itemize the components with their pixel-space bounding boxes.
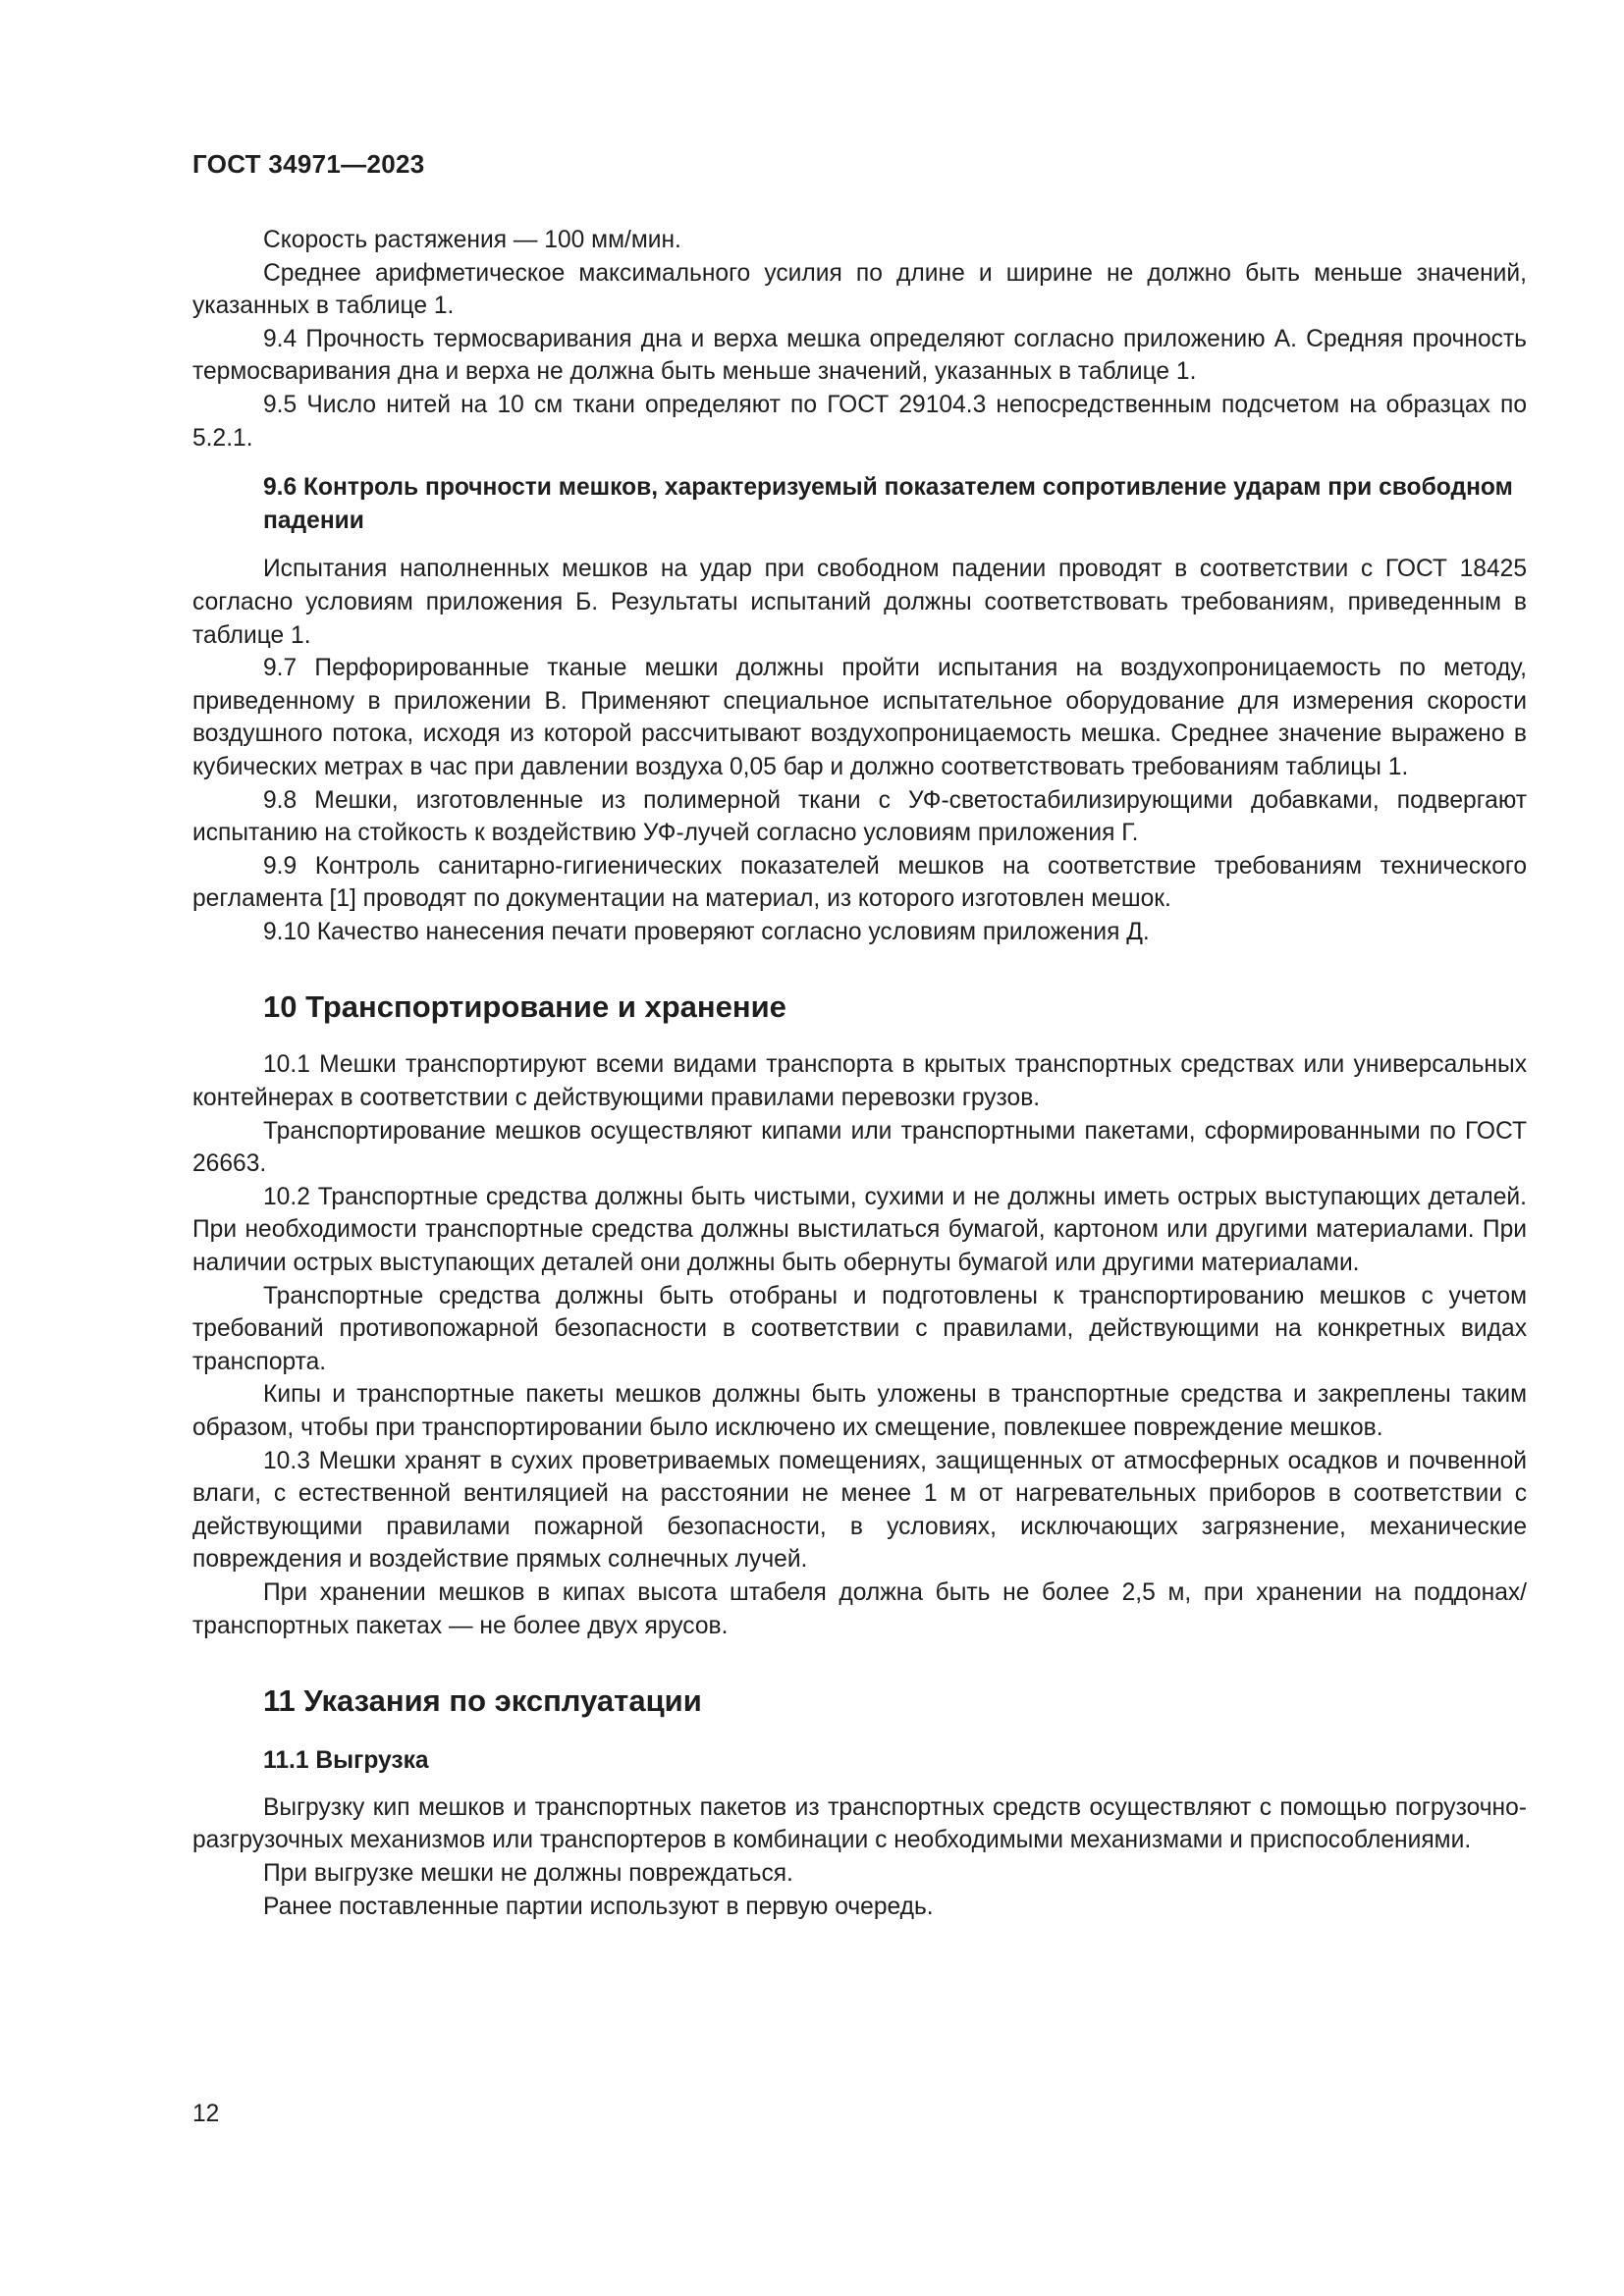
paragraph-10-3: 10.3 Мешки хранят в сухих проветриваемых помещениях, защищенных от атмосферных осадков и почвенной влаги, с естественной вентиляцией на расстоянии не менее 1 м от нагревательных приборов в соответствии с действующими правилами пожарной безопасности, в условиях, исключающих загрязнение, механические повреждения и воздействие прямых солнечных лучей. (192, 1447, 1527, 1574)
paragraph-drop-test: Испытания наполненных мешков на удар при свободном падении проводят в соответствии с ГОСТ 18425 согласно условиям приложения Б. Результаты испытаний должны соответствовать требованиям, приведенным в таблице 1. (192, 556, 1527, 649)
paragraph-fire-safety: Транспортные средства должны быть отобраны и подготовлены к транспортированию мешков с учетом требований противопожарной безопасности в соответствии с правилами, действующими на конкретных видах транспорта. (192, 1282, 1527, 1375)
paragraph-transport-bales: Транспортирование мешков осуществляют кипами или транспортными пакетами, сформированными по ГОСТ 26663. (192, 1117, 1527, 1178)
paragraph-average-force: Среднее арифметическое максимального усилия по длине и ширине не должно быть меньше значений, указанных в таблице 1. (192, 259, 1527, 320)
heading-section-10: 10 Транспортирование и хранение (263, 989, 786, 1025)
heading-11-1: 11.1 Выгрузка (263, 1747, 429, 1775)
paragraph-9-10: 9.10 Качество нанесения печати проверяют согласно условиям приложения Д. (263, 918, 1150, 945)
page-number: 12 (192, 2101, 220, 2127)
paragraph-stack-height: При хранении мешков в кипах высота штабеля должна быть не более 2,5 м, при хранении на поддонах/транспортных пакетах — не более двух ярусов. (192, 1578, 1527, 1639)
paragraph-9-4: 9.4 Прочность термосваривания дна и верха мешка определяют согласно приложению А. Средняя прочность термосваривания дна и верха не должна быть меньше значений, указанных в таблице 1. (192, 325, 1527, 386)
paragraph-unloading: Выгрузку кип мешков и транспортных пакетов из транспортных средств осуществляют с помощью погрузочно-разгрузочных механизмов или транспортеров в комбинации с необходимыми механизмами и приспособлениями. (192, 1793, 1527, 1854)
heading-9-6: 9.6 Контроль прочности мешков, характеризуемый показателем сопротивление ударам при свободном падении (263, 474, 1513, 534)
paragraph-9-5: 9.5 Число нитей на 10 см ткани определяют по ГОСТ 29104.3 непосредственным подсчетом на образцах по 5.2.1. (192, 391, 1527, 452)
paragraph-9-7: 9.7 Перфорированные тканые мешки должны пройти испытания на воздухопроницаемость по методу, приведенному в приложении В. Применяют специальное испытательное оборудование для измерения скорости воздушного потока, исходя из которой рассчитывают воздухопроницаемость мешка. Среднее значение выражено в кубических метрах в час при давлении воздуха 0,05 бар и должно соответствовать требованиям таблицы 1. (192, 655, 1527, 780)
document-code-header: ГОСТ 34971—2023 (192, 149, 425, 179)
paragraph-10-1: 10.1 Мешки транспортируют всеми видами транспорта в крытых транспортных средствах или универсальных контейнерах в соответствии с действующими правилами перевозки грузов. (192, 1051, 1527, 1112)
document-body (192, 224, 1527, 1923)
heading-section-11: 11 Указания по эксплуатации (263, 1683, 702, 1719)
paragraph-no-damage: При выгрузке мешки не должны повреждаться. (263, 1859, 793, 1887)
paragraph-10-2: 10.2 Транспортные средства должны быть чистыми, сухими и не должны иметь острых выступающих деталей. При необходимости транспортные средства должны выстилаться бумагой, картоном или другими материалами. При наличии острых выступающих деталей они должны быть обернуты бумагой или другими материалами. (192, 1183, 1527, 1277)
paragraph-9-9: 9.9 Контроль санитарно-гигиенических показателей мешков на соответствие требованиям технического регламента [1] проводят по документации на материал, из которого изготовлен мешок. (192, 852, 1527, 913)
paragraph-securing: Кипы и транспортные пакеты мешков должны быть уложены в транспортные средства и закреплены таким образом, чтобы при транспортировании было исключено их смещение, повлекшее повреждение мешков. (192, 1381, 1527, 1441)
paragraph-stretch-speed: Скорость растяжения — 100 мм/мин. (263, 227, 681, 253)
paragraph-9-8: 9.8 Мешки, изготовленные из полимерной ткани с УФ-светостабилизирующими добавками, подвергают испытанию на стойкость к воздействию УФ-лучей согласно условиям приложения Г. (192, 786, 1527, 847)
paragraph-fifo: Ранее поставленные партии используют в первую очередь. (263, 1893, 934, 1920)
